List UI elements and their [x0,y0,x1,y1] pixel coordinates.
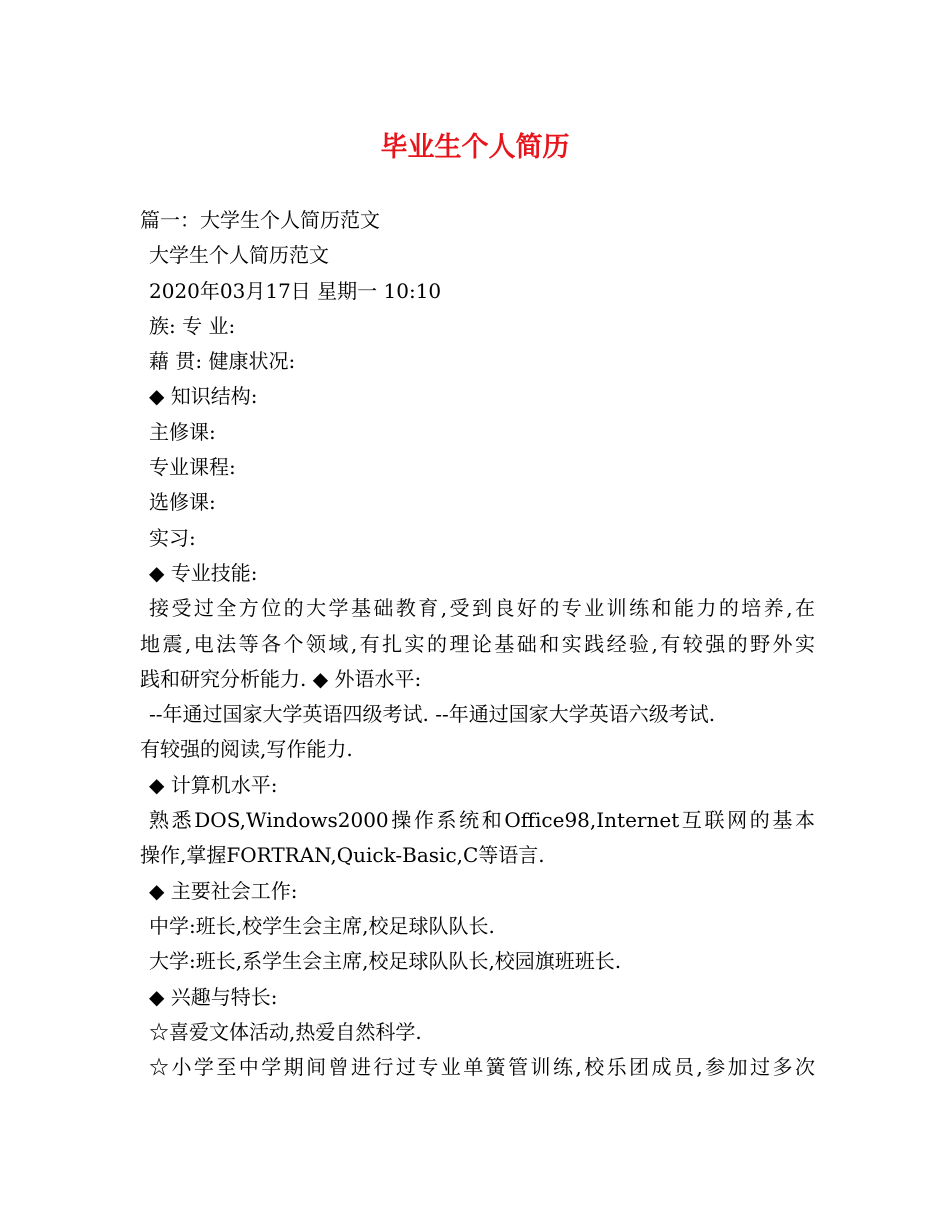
paragraph-line: 操作,掌握FORTRAN,Quick-Basic,C等语言. [140,843,545,868]
field-line-internship: 实习: [149,525,196,550]
bullet-heading-knowledge: ◆ 知识结构: [149,384,258,409]
bullet-heading-social-work: ◆ 主要社会工作: [149,878,298,903]
document-title: 毕业生个人简历 [380,132,570,163]
paragraph-line: 熟悉DOS,Windows2000操作系统和Office98,Internet互联网的基本 [149,808,815,833]
section-heading: 篇一：大学生个人简历范文 [140,208,380,232]
paragraph-line: ☆喜爱文体活动,热爱自然科学. [149,1019,422,1044]
paragraph-line: 大学:班长,系学生会主席,校足球队队长,校园旗班班长. [149,949,622,974]
field-line-origin-health: 藉 贯: 健康状况: [149,349,296,374]
paragraph-line: ☆小学至中学期间曾进行过专业单簧管训练,校乐团成员,参加过多次 [149,1055,815,1080]
bullet-heading-interests: ◆ 兴趣与特长: [149,984,278,1009]
paragraph-line: 地震,电法等各个领域,有扎实的理论基础和实践经验,有较强的野外实 [140,631,815,656]
field-line-ethnicity-major: 族: 专 业: [149,313,236,338]
paragraph-line: 中学:班长,校学生会主席,校足球队队长. [149,913,495,938]
field-line-electives: 选修课: [149,490,216,515]
date-line: 2020年03月17日 星期一 10:10 [149,278,442,303]
subheading: 大学生个人简历范文 [149,243,329,268]
paragraph-line: --年通过国家大学英语四级考试. --年通过国家大学英语六级考试. [149,702,716,727]
paragraph-line: 践和研究分析能力. ◆ 外语水平: [140,666,422,691]
paragraph-line: 接受过全方位的大学基础教育,受到良好的专业训练和能力的培养,在 [149,596,815,621]
paragraph-line: 有较强的阅读,写作能力. [140,737,353,762]
bullet-heading-skills: ◆ 专业技能: [149,560,258,585]
document-body [140,203,815,1085]
field-line-professional-courses: 专业课程: [149,455,236,480]
field-line-major-courses: 主修课: [149,419,216,444]
bullet-heading-computer: ◆ 计算机水平: [149,772,278,797]
